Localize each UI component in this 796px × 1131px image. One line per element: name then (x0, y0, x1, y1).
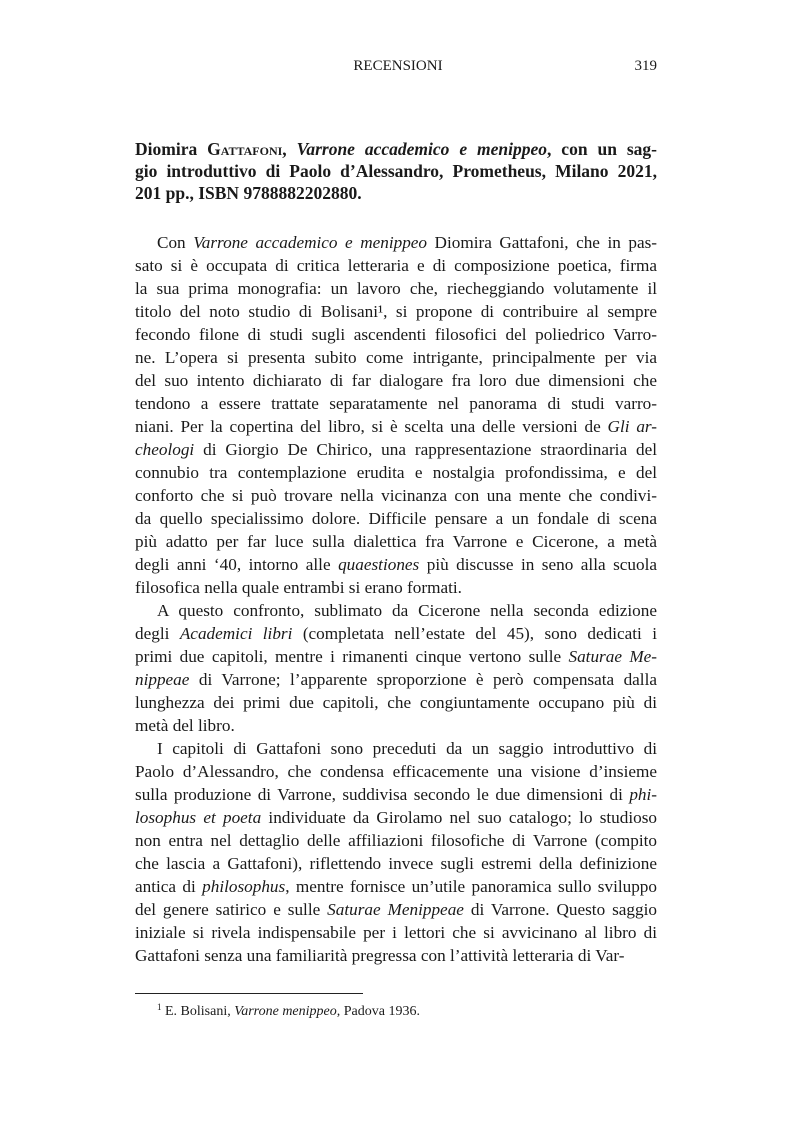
footnote-title: Varrone menippeo (234, 1004, 337, 1019)
paragraph (135, 737, 657, 967)
text-line (135, 898, 657, 921)
text-line (135, 346, 657, 369)
text-line (135, 714, 657, 737)
author-last-name: Gattafoni (207, 139, 283, 159)
heading-text: , con un sag- (547, 139, 657, 159)
text-line (135, 737, 657, 760)
text: Gattafoni senza una familiarità pregressa con l’attività letteraria di Var- (135, 946, 625, 965)
italic-title: nippeae (135, 670, 190, 689)
footnote-rule (135, 993, 363, 994)
text: fecondo filone di studi sugli ascendenti filosofici del poliedrico Varro- (135, 325, 657, 344)
italic-title: philosophus (202, 877, 286, 896)
italic-title: Gli ar- (607, 417, 657, 436)
text-line (135, 231, 657, 254)
page-number: 319 (634, 58, 657, 74)
text: ne. L’opera si presenta subito come intrigante, principalmente per via (135, 348, 657, 367)
text: sato si è occupata di critica letteraria e di composizione poetica, firma (135, 256, 657, 275)
text-line (135, 392, 657, 415)
heading-line (135, 138, 657, 160)
text-line (135, 254, 657, 277)
text: lunghezza dei primi due capitoli, che congiuntamente occupano più di (135, 693, 657, 712)
text-line (135, 760, 657, 783)
text-line (135, 369, 657, 392)
heading-line: 201 pp., ISBN 9788882202880. (135, 183, 362, 203)
text-line (135, 530, 657, 553)
text: Diomira Gattafoni, che in pas- (427, 233, 657, 252)
text-line (135, 691, 657, 714)
footnote (157, 1002, 420, 1020)
text-line (135, 553, 657, 576)
text: più discusse in seno alla scuola (419, 555, 658, 574)
italic-title: losophus et poeta (135, 808, 262, 827)
text: degli (135, 624, 180, 643)
text-line (135, 645, 657, 668)
italic-title: Saturae Me- (568, 647, 658, 666)
text-line (135, 484, 657, 507)
text-line (135, 944, 657, 967)
text-line (135, 599, 657, 622)
text: individuate da Girolamo nel suo catalogo; lo studioso (261, 808, 657, 827)
footnote-text: E. Bolisani, (161, 1004, 235, 1019)
text-line (135, 921, 657, 944)
text-line (135, 852, 657, 875)
paragraph (135, 599, 657, 737)
text-line (135, 829, 657, 852)
italic-title: Varrone accademico e menippeo (193, 233, 428, 252)
text: sulla produzione di Varrone, suddivisa secondo le due dimensioni di (135, 785, 630, 804)
text: del suo intento dichiarato di far dialogare fra loro due dimensioni che (135, 371, 657, 390)
text: antica di (135, 877, 203, 896)
review-body (135, 231, 657, 967)
text-line (135, 415, 657, 438)
text-line (135, 461, 657, 484)
text-line (135, 277, 657, 300)
text-line (135, 323, 657, 346)
text-line (135, 875, 657, 898)
text: , mentre fornisce un’utile panoramica sullo sviluppo (285, 877, 657, 896)
text: titolo del noto studio di Bolisani¹, si propone di contribuire al sempre (135, 302, 657, 321)
text: più adatto per far luce sulla dialettica fra Varrone e Cicerone, a metà (135, 532, 657, 551)
text: di Giorgio De Chirico, una rappresentazione straordinaria del (194, 440, 657, 459)
text-line (135, 668, 657, 691)
text: che lascia a Gattafoni), riflettendo invece sugli estremi della definizione (135, 854, 657, 873)
text: Con (157, 233, 194, 252)
text: iniziale si rivela indispensabile per i lettori che si avvicinano al libro di (135, 923, 657, 942)
review-heading (135, 138, 657, 204)
text-line (135, 783, 657, 806)
paragraph (135, 231, 657, 599)
text-line (135, 300, 657, 323)
text: niani. Per la copertina del libro, si è scelta una delle versioni de (135, 417, 608, 436)
running-header: RECENSIONI (353, 58, 443, 74)
book-title: Varrone accademico e menippeo (296, 139, 548, 159)
text: da quello specialissimo dolore. Difficile pensare a un fondale di scena (135, 509, 657, 528)
text-line (135, 507, 657, 530)
text: Paolo d’Alessandro, che condensa efficacemente una visione d’insieme (135, 762, 657, 781)
footnote-mark: 1 (157, 1002, 162, 1012)
text-line (135, 576, 657, 599)
text: I capitoli di Gattafoni sono preceduti da un saggio introduttivo di (157, 739, 657, 758)
text: A questo confronto, sublimato da Cicerone nella seconda edizione (157, 601, 657, 620)
text-line (135, 438, 657, 461)
text: connubio tra contemplazione erudita e nostalgia profondissima, e del (135, 463, 657, 482)
text: non entra nel dettaglio delle affiliazioni filosofiche di Varrone (compito (135, 831, 657, 850)
italic-title: cheologi (135, 440, 195, 459)
text: del genere satirico e sulle (135, 900, 328, 919)
text: metà del libro. (135, 716, 235, 735)
italic-title: Academici libri (179, 624, 293, 643)
italic-title: quaestiones (338, 555, 420, 574)
text: primi due capitoli, mentre i rimanenti cinque vertono sulle (135, 647, 569, 666)
text: la sua prima monografia: un lavoro che, riecheggiando volutamente il (135, 279, 657, 298)
heading-line: gio introduttivo di Paolo d’Alessandro, Prometheus, Milano 2021, (135, 161, 657, 181)
separator: , (282, 139, 297, 159)
text: conforto che si può trovare nella vicinanza con una mente che condivi- (135, 486, 657, 505)
text-line (135, 622, 657, 645)
text: tendono a essere trattate separatamente nel panorama di studi varro- (135, 394, 657, 413)
footnote-text: , Padova 1936. (336, 1004, 420, 1019)
italic-title: phi- (629, 785, 657, 804)
text: di Varrone. Questo saggio (463, 900, 657, 919)
text-line (135, 806, 657, 829)
text: degli anni ‘40, intorno alle (135, 555, 339, 574)
italic-title: Saturae Menippeae (327, 900, 464, 919)
author-first-name: Diomira (135, 139, 208, 159)
text: filosofica nella quale entrambi si erano formati. (135, 578, 462, 597)
text: di Varrone; l’apparente sproporzione è però compensata dalla (189, 670, 657, 689)
text: (completata nell’estate del 45), sono dedicati i (292, 624, 657, 643)
